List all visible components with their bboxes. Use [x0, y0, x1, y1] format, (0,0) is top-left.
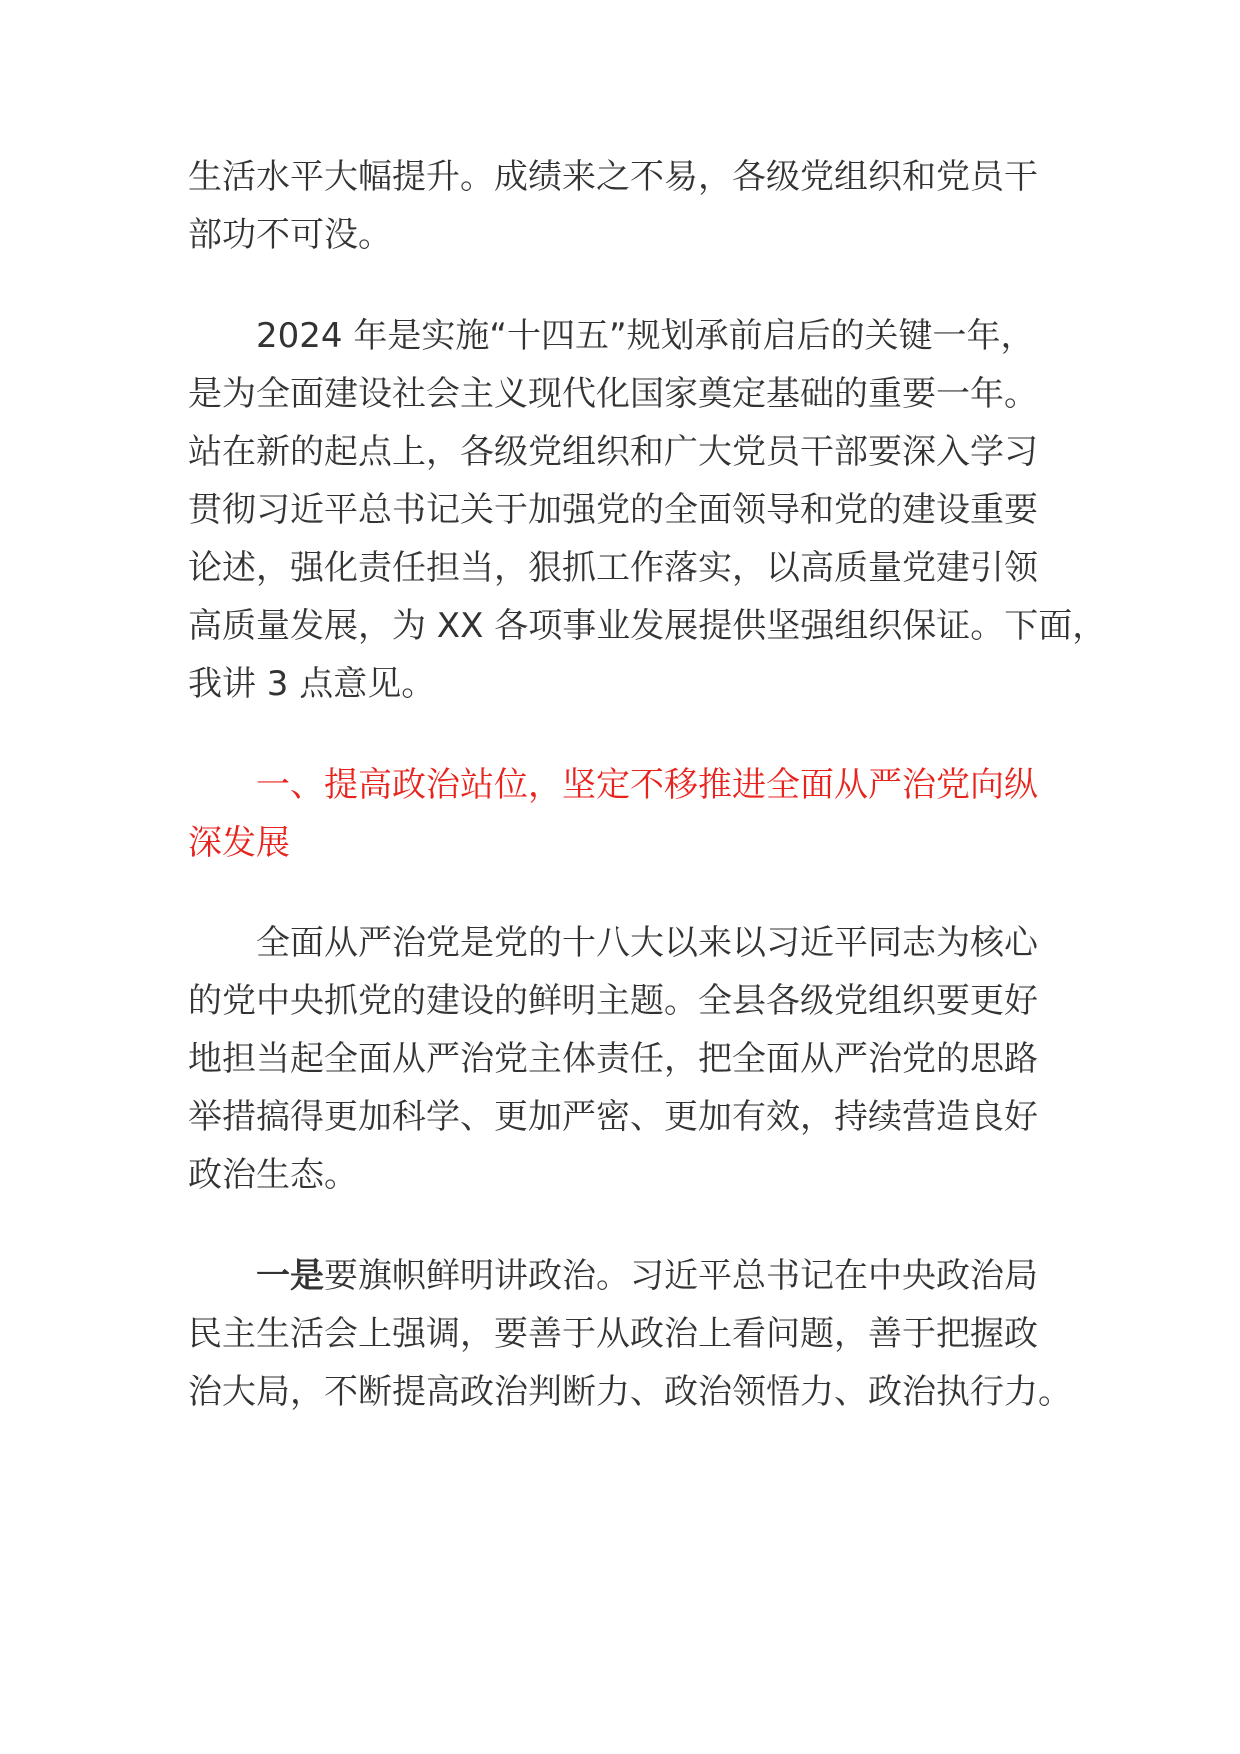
para-2024-line-6: 高质量发展，为 XX 各项事业发展提供坚强组织保证。下面，: [188, 606, 1107, 646]
para-intro-line-1: 生活水平大幅提升。成绩来之不易，各级党组织和党员干: [188, 157, 1038, 197]
para-strict-line-3: 地担当起全面从严治党主体责任，把全面从严治党的思路: [188, 1039, 1038, 1079]
para-intro-line-2: 部功不可没。: [188, 215, 392, 255]
para-2024-line-1: 2024 年是实施“十四五”规划承前启后的关键一年，: [256, 316, 1035, 356]
para-point1-line-3: 治大局，不断提高政治判断力、政治领悟力、政治执行力。: [188, 1372, 1072, 1412]
para-2024-line-5: 论述，强化责任担当，狠抓工作落实，以高质量党建引领: [188, 548, 1038, 588]
para-2024-line-7: 我讲 3 点意见。: [188, 664, 436, 704]
para-strict-line-2: 的党中央抓党的建设的鲜明主题。全县各级党组织要更好: [188, 981, 1038, 1021]
para-2024-line-2: 是为全面建设社会主义现代化国家奠定基础的重要一年。: [188, 374, 1038, 414]
para-point1-line-2: 民主生活会上强调，要善于从政治上看问题，善于把握政: [188, 1314, 1038, 1354]
para-strict-line-4: 举措搞得更加科学、更加严密、更加有效，持续营造良好: [188, 1097, 1038, 1137]
para-point1-line-1: [256, 1253, 1038, 1299]
para-strict-line-5: 政治生态。: [188, 1155, 358, 1195]
point1-lead: 一是: [256, 1256, 324, 1296]
heading-1-line-2: 深发展: [188, 823, 290, 863]
point1-first-rest: 要旗帜鲜明讲政治。习近平总书记在中央政治局: [324, 1256, 1038, 1296]
para-2024-line-4: 贯彻习近平总书记关于加强党的全面领导和党的建设重要: [188, 490, 1038, 530]
para-strict-line-1: 全面从严治党是党的十八大以来以习近平同志为核心: [256, 923, 1038, 963]
heading-1-line-1: 一、提高政治站位，坚定不移推进全面从严治党向纵: [256, 765, 1038, 805]
para-2024-line-3: 站在新的起点上，各级党组织和广大党员干部要深入学习: [188, 432, 1038, 472]
